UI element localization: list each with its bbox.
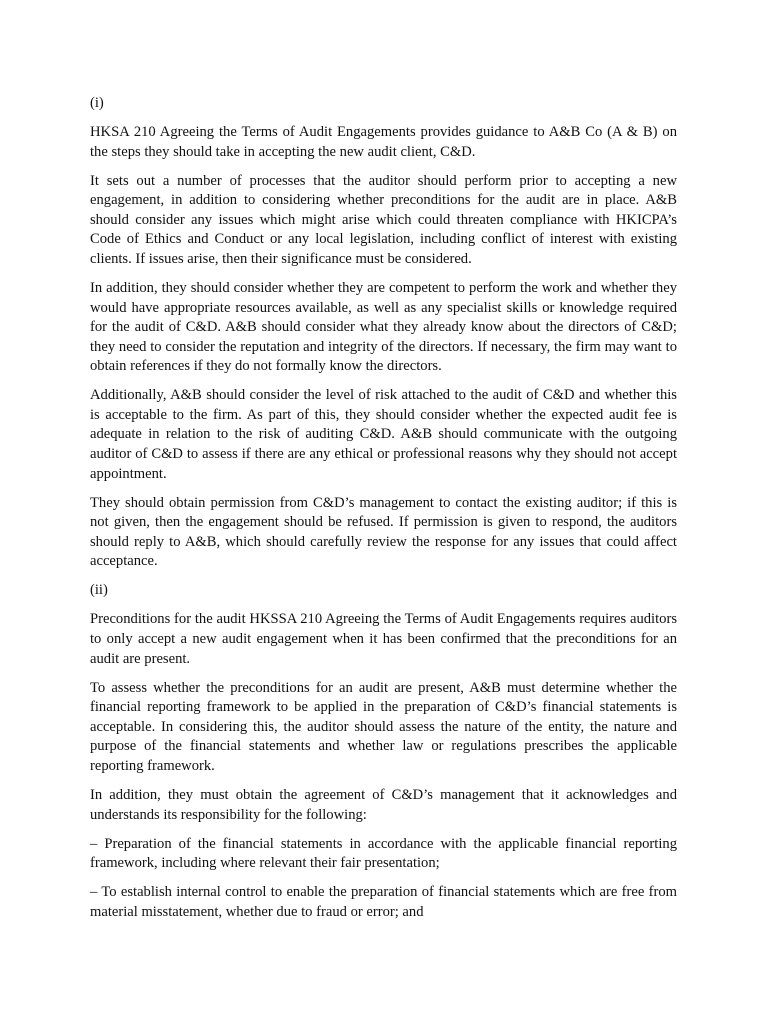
list-item-internal-control: – To establish internal control to enable the preparation of financial statements which are free from material misstatement, whether due to fraud or error; and xyxy=(90,884,677,920)
document-page xyxy=(90,94,677,932)
paragraph-management-agreement: In addition, they must obtain the agreement of C&D’s management that it acknowledges and understands its responsibility for the following: xyxy=(90,786,677,823)
section-ii-label: (ii) xyxy=(90,582,108,599)
paragraph-acceptance-processes: It sets out a number of processes that the auditor should perform prior to accepting a new engagement, in addition to considering whether preconditions for the audit are in place. A&B should consider any issues which might arise which could threaten compliance with HKICPA’s Code of Ethics and Conduct or any local legislation, including conflict of interest with existing clients. If issues arise, then their significance must be considered. xyxy=(90,172,677,267)
paragraph-competence-resources: In addition, they should consider whether they are competent to perform the work and whether they would have appropriate resources available, as well as any specialist skills or knowledge required for the audit of C&D. A&B should consider what they already know about the directors of C&D; they need to consider the reputation and integrity of the directors. If necessary, the firm may want to obtain references if they do not formally know the directors. xyxy=(90,279,677,375)
paragraph-reporting-framework: To assess whether the preconditions for an audit are present, A&B must determine whether the financial reporting framework to be applied in the preparation of C&D’s financial statements is acceptable. In considering this, the auditor should assess the nature of the entity, the nature and purpose of the financial statements and whether law or regulations prescribes the applicable reporting framework. xyxy=(90,679,677,774)
paragraph-permission-existing-auditor: They should obtain permission from C&D’s management to contact the existing auditor; if this is not given, then the engagement should be refused. If permission is given to respond, the auditors should reply to A&B, which should carefully review the response for any issues that could affect acceptance. xyxy=(90,494,677,570)
paragraph-preconditions-intro: Preconditions for the audit HKSSA 210 Agreeing the Terms of Audit Engagements requires auditors to only accept a new audit engagement when it has been confirmed that the preconditions for an audit are present. xyxy=(90,611,677,667)
paragraph-hksa-210-intro: HKSA 210 Agreeing the Terms of Audit Engagements provides guidance to A&B Co (A & B) on the steps they should take in accepting the new audit client, C&D. xyxy=(90,123,677,160)
section-i-label: (i) xyxy=(90,95,104,111)
paragraph-risk-assessment: Additionally, A&B should consider the level of risk attached to the audit of C&D and whether this is acceptable to the firm. As part of this, they should consider whether the expected audit fee is adequate in relation to the risk of auditing C&D. A&B should communicate with the outgoing auditor of C&D to assess if there are any ethical or professional reasons why they should not accept appointment. xyxy=(90,387,677,482)
list-item-preparation-financial-statements: – Preparation of the financial statements in accordance with the applicable financial reporting framework, including where relevant their fair presentation; xyxy=(90,835,677,872)
